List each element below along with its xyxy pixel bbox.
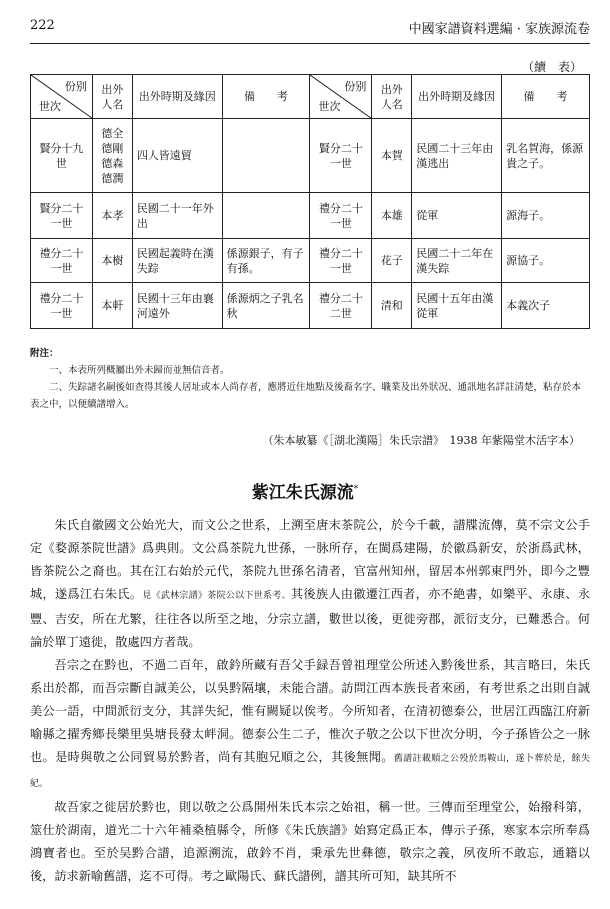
diag-bottom-label: 世次 (318, 100, 341, 113)
note-cell: 源協子。 (502, 239, 590, 283)
name-cell: 本樹 (92, 239, 132, 283)
generation-cell: 賢分二十一世 (31, 193, 93, 239)
header-rule (30, 43, 590, 44)
note-item: 一、本表所列概屬出外未歸而並無信音者。 (49, 365, 230, 376)
inline-note: 見《武林宗譜》茶院公以下世系考。 (142, 591, 291, 601)
note-item: 二、失踪諸名嗣後如查得其後人居址或本人尚存者，應將近住地點及後裔名字、職業及出外狀况、通訊地名詳註清楚，粘存於本表之中，以便續譜增入。 (30, 382, 582, 410)
page-number: 222 (30, 18, 55, 33)
diag-bottom-label: 世次 (39, 100, 61, 113)
name-cell: 本雄 (372, 193, 412, 239)
paragraph-text: 故吾家之徙居於黔也，則以敬之公爲開州朱氏本宗之始祖，稱一世。三傳而至理堂公，始撥科第，筮仕於湖南，道光二十六年補桑植縣令，所修《朱氏族譜》始寫定爲正本，傳示子孫，寒家本宗所奉爲鴻寶者也。至於吴黔合譜，追源溯流，啟鈐不肖，秉承先世彝德，敬宗之義，夙夜所不敢忘，通籍以後，訪求新喻舊譜，迄不可得。考之歐陽氏、蘇氏譜例，譜其所可知，缺其所不 (30, 800, 590, 883)
essay-title-text: 紫江朱氏源流 (251, 483, 354, 503)
paragraph (30, 796, 590, 888)
generation-cell: 禮分二十一世 (310, 193, 372, 239)
paragraph (30, 654, 590, 796)
time-cell: 民國二十三年由漢逃出 (412, 119, 502, 193)
time-cell: 民國二十一年外出 (132, 193, 222, 239)
time-cell: 民國十五年由漢從軍 (412, 283, 502, 329)
col-header-time: 出外時期及緣因 (132, 75, 222, 119)
generation-cell: 禮分二十二世 (310, 283, 372, 329)
inline-note: 舊譜註載順之公殁於馬鞍山，遂卜葬於是，餘失紀。 (30, 754, 590, 789)
essay-title (0, 478, 610, 503)
paragraph-text: 其後族人由徽遷江西者，亦不絶書，如樂平、永康、永豐、吉安，所在尤繁，往往各以所至之地，分宗立譜，數世以後，更徙旁郡，派衍支分，已難悉合。何論於單丁遠徙，散處四方者哉。 (30, 587, 591, 649)
name-cell: 清和 (372, 283, 412, 329)
name-cell: 花子 (372, 239, 412, 283)
col-header-note: 備 考 (222, 75, 310, 119)
generation-cell: 禮分二十一世 (31, 239, 93, 283)
diag-header-cell-left (31, 75, 93, 119)
table-notes (30, 345, 590, 413)
time-cell: 從軍 (412, 193, 502, 239)
generation-cell: 賢分二十一世 (310, 119, 372, 193)
running-title: 中國家譜資料選編 · 家族源流卷 (408, 22, 590, 37)
paragraph-text: 朱氏自徽國文公始光大，而文公之世系，上溯至唐末茶院公，於今千載，譜牒流傳，莫不宗文公手定《婺源茶院世譜》爲典則。文公爲茶院九世孫，一脉所存，在閩爲建陽，於徽爲新安，於浙爲武林，皆茶院公之裔也。其在江右始於元代，茶院九世孫名清者，官富州知州，留居本州郭東門外，即今之豐城，遂爲江右朱氏。 (30, 518, 590, 601)
continued-label: （續 表） (521, 60, 582, 74)
page-header (30, 18, 590, 40)
essay-title-mark: * (353, 484, 359, 495)
note-cell: 係源銀子，有子有孫。 (222, 239, 310, 283)
table-row (31, 239, 590, 283)
diag-top-label: 份别 (344, 80, 367, 93)
table-row (31, 119, 590, 193)
diag-header-cell-right (310, 75, 372, 119)
essay-body (30, 514, 590, 888)
table-row (31, 193, 590, 239)
note-cell: 乳名賀海，係源貴之子。 (502, 119, 590, 193)
paragraph (30, 514, 590, 654)
name-cell: 本軒 (92, 283, 132, 329)
name-cell: 本孝 (92, 193, 132, 239)
paragraph-text: 吾宗之在黔也，不過二百年，啟鈐所藏有吾父手録吾曾祖理堂公所述入黔後世系，其言略曰，朱氏系出於都，而吾宗斷自誠美公，以吳黔隔壤，未能合譜。訪問江西本族長者來函，有考世系之出則自誠美公一語，中間派衍支分，其詳失紀，惟有闕疑以俟考。今所知者，在清初德泰公，世居江西臨江府新喻縣之擢秀鄉長樂里吳塘長發太𡶡洞。德泰公生二子，惟次子敬之公以下世次分明，今子孫皆公之一脉也。是時與敬之公同貿易於黔者，尚有其胞兄順之公，其後無聞。 (30, 658, 590, 764)
note-cell: 係源炳之子乳名秋 (222, 283, 310, 329)
time-cell: 民國起義時在漢失踪 (132, 239, 222, 283)
generation-cell: 賢分十九世 (31, 119, 93, 193)
time-cell: 四人皆遠貿 (132, 119, 222, 193)
note-cell: 源海子。 (502, 193, 590, 239)
generation-cell: 禮分二十一世 (310, 239, 372, 283)
generation-cell: 禮分二十一世 (31, 283, 93, 329)
time-cell: 民國二十二年在漢失踪 (412, 239, 502, 283)
time-cell: 民國十三年由襄河遠外 (132, 283, 222, 329)
col-header-note: 備 考 (502, 75, 590, 119)
emigrant-table (30, 74, 590, 329)
name-cell: 本賀 (372, 119, 412, 193)
name-cell: 德全 德剛 德森 德潤 (92, 119, 132, 193)
source-citation: （朱本敏纂《［湖北漢陽］朱氏宗譜》 1938 年紫陽堂木活字本） (262, 434, 580, 447)
table-header-row (31, 75, 590, 119)
notes-label: 附注： (30, 348, 59, 359)
diag-top-label: 份别 (64, 80, 87, 93)
note-cell (222, 119, 310, 193)
col-header-name: 出外人名 (372, 75, 412, 119)
col-header-time: 出外時期及緣因 (412, 75, 502, 119)
col-header-name: 出外人名 (92, 75, 132, 119)
table-row (31, 283, 590, 329)
note-cell (222, 193, 310, 239)
note-cell: 本義次子 (502, 283, 590, 329)
